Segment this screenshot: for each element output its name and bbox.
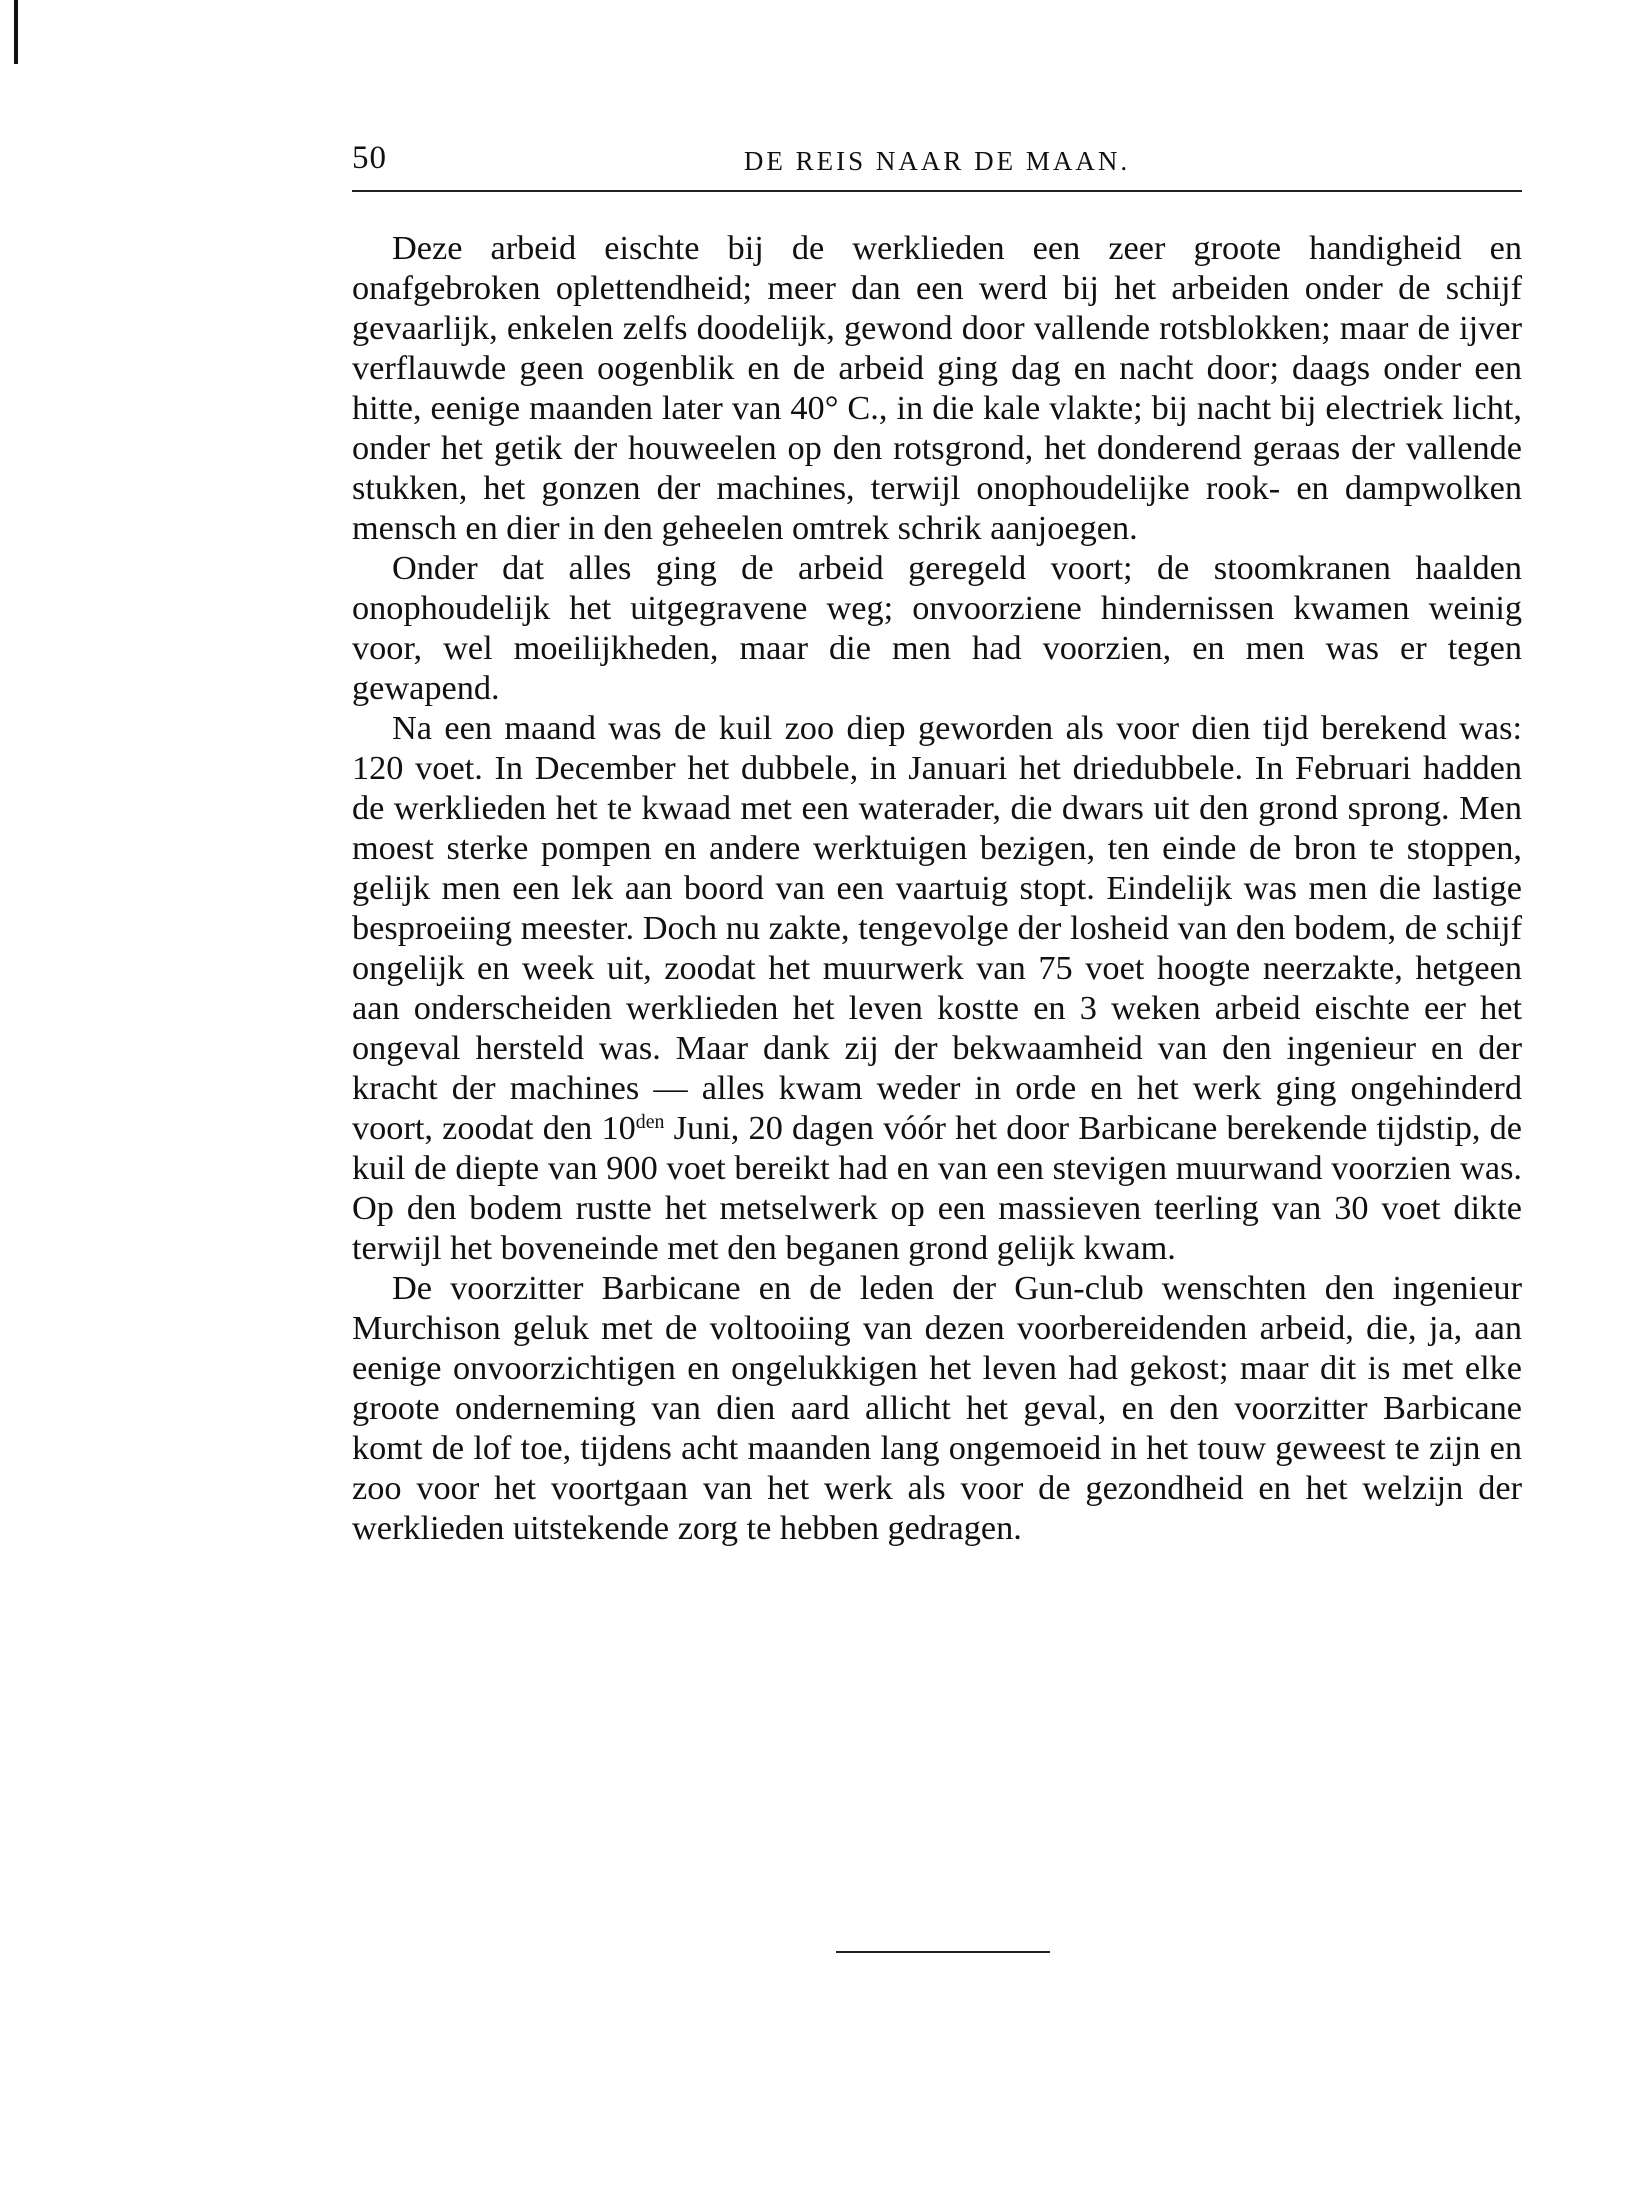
body-text <box>352 228 1522 1548</box>
paragraph: De voorzitter Barbicane en de leden der Gun-club wenschten den ingenieur Murchison geluk met de voltooiing van dezen voorbereidenden arbeid, die, ja, aan eenige onvoorzichtigen en ongelukkigen het leven had gekost; maar dit is met elke groote onderneming van dien aard allicht het geval, en den voorzitter Barbicane komt de lof toe, tijdens acht maanden lang ongemoeid in het touw geweest te zijn en zoo voor het voortgaan van het werk als voor de gezondheid en het welzijn der werklieden uitstekende zorg te hebben gedragen. <box>352 1269 1522 1547</box>
ordinal-suffix: den <box>635 1111 665 1134</box>
page-header <box>352 136 1522 184</box>
paragraph-text: Juni, 20 dagen vóór het door Barbicane berekende tijdstip, de kuil de diepte van 900 voet bereikt had en van een stevigen muurwand voorzien was. Op den bodem rustte het metselwerk op een massieven teerling van 30 voet dikte terwijl het boveneinde met den beganen grond gelijk kwam. <box>352 1109 1522 1267</box>
paragraph <box>352 708 1522 1268</box>
end-rule <box>836 1951 1050 1953</box>
page-number: 50 <box>352 140 387 176</box>
paragraph: Onder dat alles ging de arbeid geregeld voort; de stoomkranen haalden onophoudelijk het uitgegravene weg; onvoorziene hindernissen kwamen weinig voor, wel moeilijkheden, maar die men had voorzien, en men was er tegen gewapend. <box>352 549 1522 707</box>
paragraph-text: Na een maand was de kuil zoo diep geworden als voor dien tijd berekend was: 120 voet. In December het dubbele, in Januari het driedubbele. In Februari hadden de werklieden het te kwaad met een waterader, die dwars uit den grond sprong. Men moest sterke pompen en andere werktuigen bezigen, ten einde de bron te stoppen, gelijk men een lek aan boord van een vaartuig stopt. Eindelijk was men die lastige besproeiing meester. Doch nu zakte, tengevolge der losheid van den bodem, de schijf ongelijk en week uit, zoodat het muurwerk van 75 voet hoogte neerzakte, hetgeen aan onderscheiden werklieden het leven kostte en 3 weken arbeid eischte eer het ongeval hersteld was. Maar dank zij der bekwaamheid van den ingenieur en der kracht der machines — alles kwam weder in orde en het werk ging ongehinderd voort, zoodat den 10 <box>352 709 1522 1147</box>
header-rule <box>352 190 1522 192</box>
running-title: DE REIS NAAR DE MAAN. <box>743 146 1131 176</box>
scan-edge-mark <box>14 0 18 64</box>
paragraph: Deze arbeid eischte bij de werklieden een zeer groote handigheid en onafgebroken oplettendheid; meer dan een werd bij het arbeiden onder de schijf gevaarlijk, enkelen zelfs doodelijk, gewond door vallende rotsblokken; maar de ijver verflauwde geen oogenblik en de arbeid ging dag en nacht door; daags onder een hitte, eenige maanden later van 40° C., in die kale vlakte; bij nacht bij electriek licht, onder het getik der houweelen op den rotsgrond, het donderend geraas der vallende stukken, het gonzen der machines, terwijl onophoudelijke rook- en dampwolken mensch en dier in den geheelen omtrek schrik aanjoegen. <box>352 229 1522 547</box>
